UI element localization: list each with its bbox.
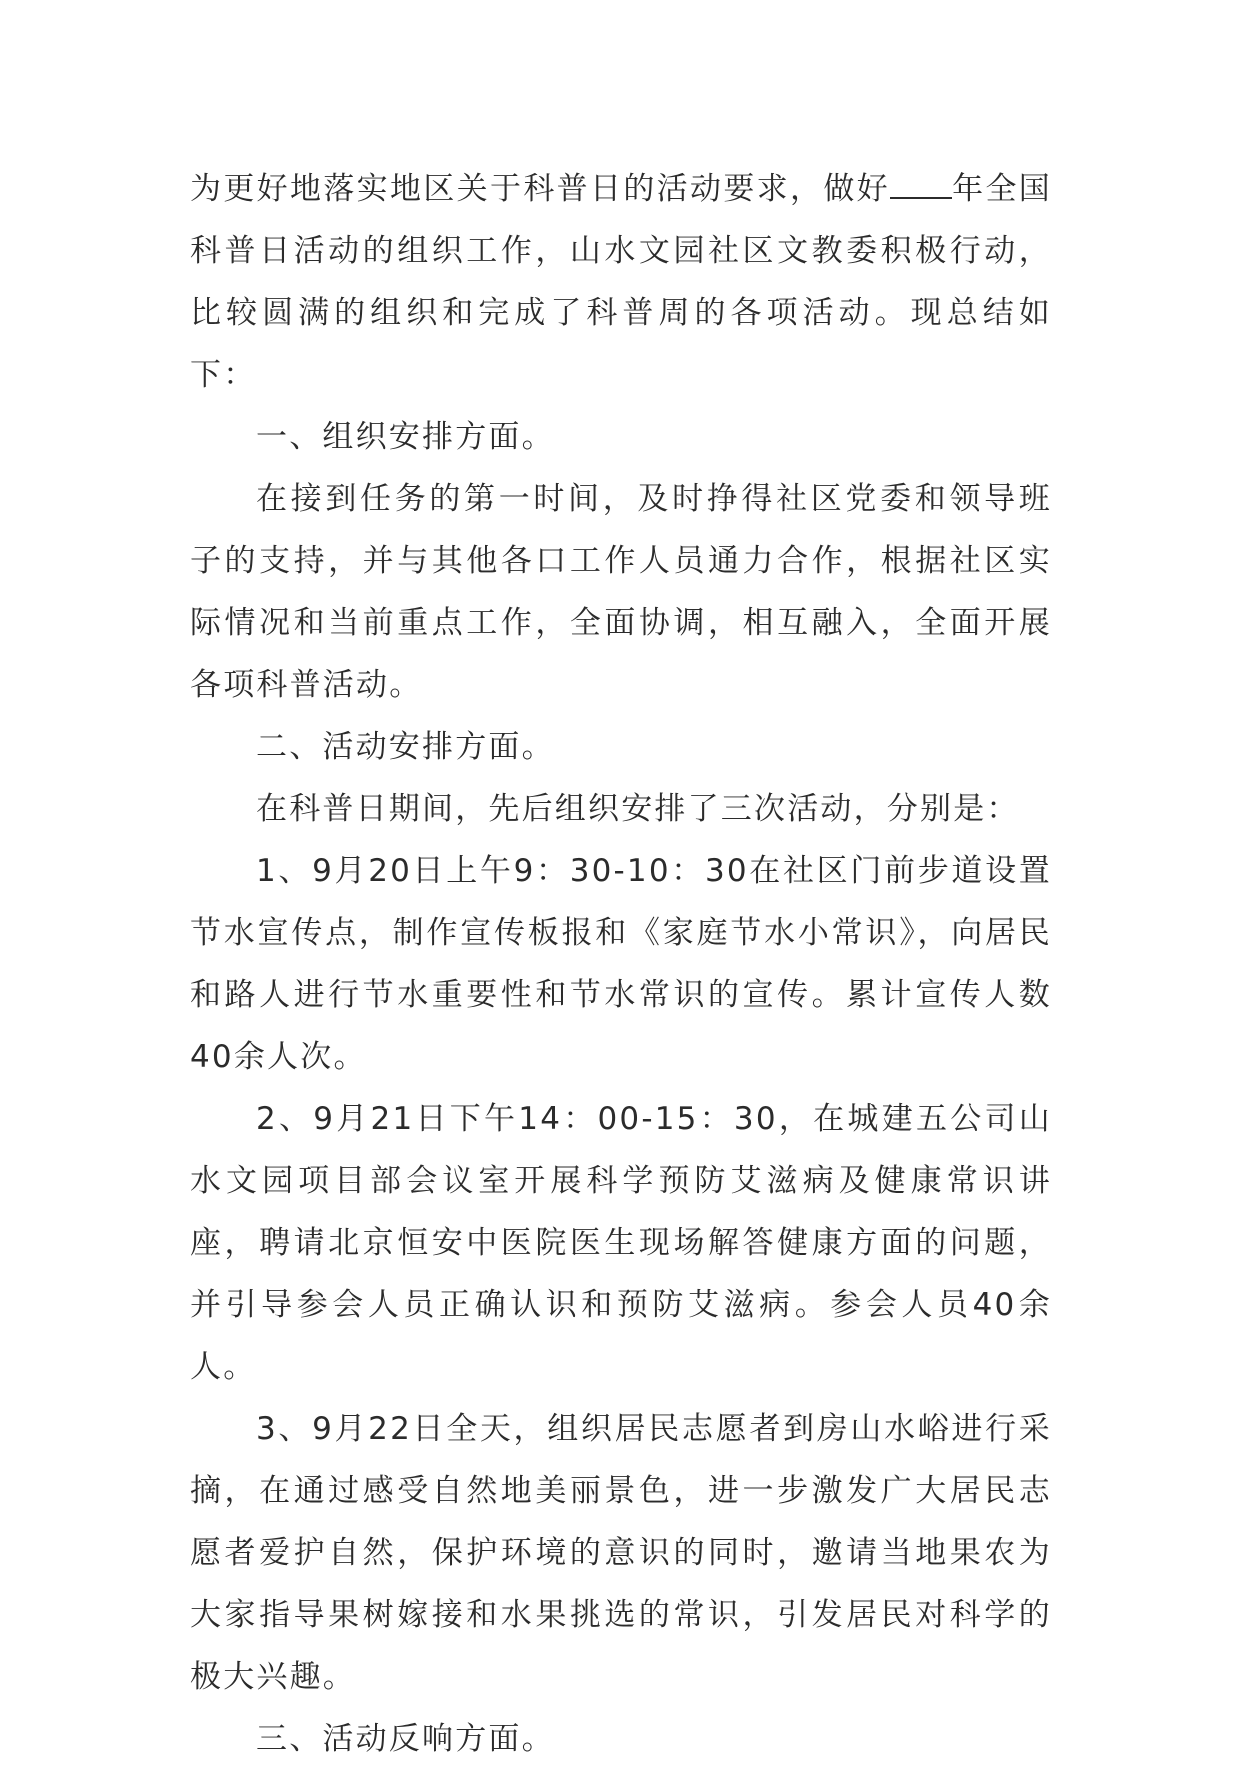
- intro-paragraph: [190, 158, 1052, 406]
- section-heading-organization: 一、组织安排方面。: [256, 419, 555, 455]
- organization-paragraph: 在接到任务的第一时间，及时挣得社区党委和领导班子的支持，并与其他各口工作人员通力合作，根据社区实际情况和当前重点工作，全面协调，相互融入，全面开展各项科普活动。: [190, 481, 1052, 703]
- document-body: [190, 158, 1052, 1770]
- activity-item-3: 3、9月22日全天，组织居民志愿者到房山水峪进行采摘，在通过感受自然地美丽景色，进一步激发广大居民志愿者爱护自然，保护环境的意识的同时，邀请当地果农为大家指导果树嫁接和水果挑选的常识，引发居民对科学的极大兴趣。: [190, 1411, 1052, 1695]
- intro-text-before: 为更好地落实地区关于科普日的活动要求，做好: [190, 171, 890, 207]
- intro-text-after: 年全国科普日活动的组织工作，山水文园社区文教委积极行动，比较圆满的组织和完成了科普周的各项活动。现总结如下：: [190, 171, 1052, 393]
- section-heading-activities: 二、活动安排方面。: [256, 729, 555, 765]
- year-blank: [890, 171, 952, 199]
- section-heading-response: 三、活动反响方面。: [256, 1721, 555, 1757]
- activity-item-2: 2、9月21日下午14：00-15：30，在城建五公司山水文园项目部会议室开展科学预防艾滋病及健康常识讲座，聘请北京恒安中医院医生现场解答健康方面的问题，并引导参会人员正确认识和预防艾滋病。参会人员40余人。: [190, 1101, 1052, 1385]
- activities-intro-paragraph: 在科普日期间，先后组织安排了三次活动，分别是：: [256, 791, 1020, 827]
- activity-item-1: 1、9月20日上午9：30-10：30在社区门前步道设置节水宣传点，制作宣传板报和《家庭节水小常识》，向居民和路人进行节水重要性和节水常识的宣传。累计宣传人数40余人次。: [190, 853, 1052, 1075]
